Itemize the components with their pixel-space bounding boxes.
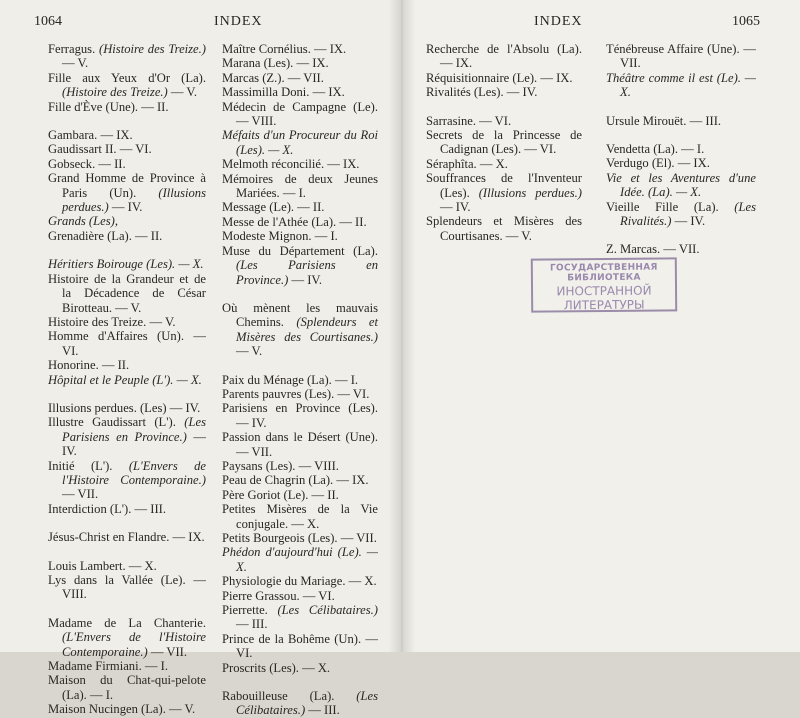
entry-title: Lys dans la Vallée (Le). — VIII. <box>48 573 206 602</box>
entry-title: Recherche de l'Absolu (La). — IX. <box>426 42 582 71</box>
index-entry <box>222 574 378 588</box>
index-entry <box>48 272 206 315</box>
entry-gap <box>48 545 206 559</box>
entry-title: Illustre Gaudissart (L'). <box>48 415 176 430</box>
index-column <box>222 42 378 718</box>
index-entry <box>222 373 378 387</box>
index-entry <box>222 589 378 603</box>
entry-gap <box>606 100 756 114</box>
index-entry <box>222 301 378 359</box>
right-page <box>402 0 800 652</box>
entry-gap <box>48 243 206 257</box>
entry-volume: — V. <box>236 344 263 359</box>
entry-volume: — III. <box>305 703 340 718</box>
index-entry <box>222 488 378 502</box>
index-entry <box>48 373 206 387</box>
entry-volume: — III. <box>236 617 268 632</box>
index-entry <box>48 358 206 372</box>
entry-title: Théâtre comme il est (Le). — X. <box>606 70 756 100</box>
entry-title: Paysans (Les). — VIII. <box>222 458 339 473</box>
entry-title: Médecin de Campagne (Le). — VIII. <box>222 99 378 129</box>
entry-title: Madame de La Chanterie. <box>48 615 206 630</box>
entry-reference: (Splendeurs et Misères des Courtisanes.) <box>236 315 378 344</box>
entry-gap <box>426 100 582 114</box>
index-entry <box>606 42 756 71</box>
entry-title: Vendetta (La). — I. <box>606 142 705 157</box>
index-entry <box>222 71 378 85</box>
entry-volume: — IV. <box>108 200 143 215</box>
running-head: INDEX <box>214 14 263 29</box>
entry-title: Prince de la Bohême (Un). — VI. <box>222 631 378 661</box>
entry-gap <box>48 387 206 401</box>
entry-title: Marana (Les). — IX. <box>222 56 329 71</box>
entry-title: Verdugo (El). — IX. <box>606 156 710 171</box>
entry-title: Phédon d'aujourd'hui (Le). — X. <box>222 545 378 574</box>
entry-title: Secrets de la Princesse de Cadignan (Les). — VI. <box>426 128 582 157</box>
book-gutter-shadow <box>388 0 416 652</box>
entry-title: Gobseck. — II. <box>48 156 126 171</box>
entry-gap <box>606 128 756 142</box>
index-entry <box>222 157 378 171</box>
entry-title: Messe de l'Athée (La). — II. <box>222 214 367 229</box>
index-entry <box>606 242 756 256</box>
index-entry <box>426 171 582 214</box>
index-entry <box>222 545 378 574</box>
library-stamp <box>531 257 677 312</box>
entry-title: Vie et les Aventures d'une Idée. (La). — X. <box>606 170 756 200</box>
index-entry <box>48 530 206 544</box>
entry-title: Maison du Chat-qui-pelote (La). — I. <box>48 673 206 702</box>
entry-title: Louis Lambert. — X. <box>48 558 157 573</box>
index-entry <box>222 603 378 632</box>
entry-volume: — VII. <box>62 487 99 502</box>
entry-volume: — VII. <box>147 644 187 659</box>
index-entry <box>48 100 206 114</box>
entry-title: Splendeurs et Misères des Courtisanes. — V. <box>426 214 582 243</box>
entry-title: Sarrasine. — VI. <box>426 113 512 128</box>
index-entry <box>222 56 378 70</box>
entry-title: Petits Bourgeois (Les). — VII. <box>222 531 377 545</box>
index-entry <box>222 244 378 287</box>
entry-title: Pierre Grassou. — VI. <box>222 588 335 603</box>
index-entry <box>426 114 582 128</box>
entry-title: Grands (Les), <box>48 214 118 229</box>
entry-title: Vieille Fille (La). <box>606 199 719 214</box>
index-entry <box>48 315 206 329</box>
stamp-line: ГОСУДАРСТВЕННАЯ БИБЛИОТЕКА <box>549 262 658 284</box>
entry-title: Physiologie du Mariage. — X. <box>222 574 377 589</box>
entry-reference: (Les Parisiens en Province.) <box>236 258 378 287</box>
entry-title: Passion dans le Désert (Une). — VII. <box>222 430 378 459</box>
index-entry <box>48 214 206 228</box>
entry-title: Petites Misères de la Vie conjugale. — X. <box>222 502 378 531</box>
index-entry <box>222 459 378 473</box>
entry-reference: (Illusions perdues.) <box>478 185 582 200</box>
entry-title: Méfaits d'un Procureur du Roi (Les). — X. <box>222 128 378 157</box>
entry-title: Peau de Chagrin (La). — IX. <box>222 473 369 488</box>
index-entry <box>48 401 206 415</box>
entry-reference: (Les Célibataires.) <box>277 603 378 618</box>
index-entry <box>48 257 206 271</box>
page-number: 1064 <box>34 14 62 29</box>
stamp-line: ИНОСТРАННОЙ <box>556 283 652 299</box>
entry-title: Modeste Mignon. — I. <box>222 229 338 244</box>
index-entry <box>222 689 378 718</box>
entry-reference: (Les Parisiens en Province.) <box>62 415 206 444</box>
index-entry <box>426 157 582 171</box>
index-entry <box>606 71 756 100</box>
index-entry <box>222 42 378 56</box>
entry-title: Madame Firmiani. — I. <box>48 659 168 674</box>
entry-gap <box>48 516 206 530</box>
index-entry <box>222 401 378 430</box>
entry-title: Fille aux Yeux d'Or (La). <box>48 70 206 85</box>
index-column <box>426 42 582 243</box>
entry-volume: — IV. <box>671 214 706 229</box>
index-entry <box>426 85 582 99</box>
index-entry <box>222 128 378 157</box>
index-entry <box>606 114 756 128</box>
entry-volume: — IV. <box>440 200 471 215</box>
index-entry <box>222 531 378 545</box>
index-entry <box>222 632 378 661</box>
entry-title: Proscrits (Les). — X. <box>222 660 331 675</box>
index-entry <box>426 214 582 243</box>
index-entry <box>222 215 378 229</box>
entry-title: Homme d'Affaires (Un). — VI. <box>48 329 206 358</box>
entry-title: Gambara. — IX. <box>48 128 133 143</box>
index-entry <box>48 128 206 142</box>
index-entry <box>48 329 206 358</box>
index-entry <box>222 387 378 401</box>
entry-title: Ferragus. <box>48 42 96 56</box>
entry-title: Mémoires de deux Jeunes Mariées. — I. <box>222 171 378 201</box>
entry-volume: — V. <box>62 56 89 71</box>
entry-title: Muse du Département (La). <box>222 243 378 258</box>
entry-title: Ursule Mirouët. — III. <box>606 113 722 128</box>
entry-reference: (Les Célibataires.) <box>236 689 378 718</box>
entry-title: Marcas (Z.). — VII. <box>222 70 324 85</box>
index-entry <box>48 702 206 716</box>
entry-title: Père Goriot (Le). — II. <box>222 487 339 502</box>
entry-title: Maître Cornélius. — IX. <box>222 42 347 56</box>
index-entry <box>606 156 756 170</box>
entry-title: Illusions perdues. (Les) — IV. <box>48 400 201 415</box>
index-entry <box>222 100 378 129</box>
entry-title: Parisiens en Province (Les). — IV. <box>222 401 378 430</box>
entry-title: Interdiction (L'). — III. <box>48 501 167 516</box>
index-entry <box>606 142 756 156</box>
entry-title: Jésus-Christ en Flandre. — IX. <box>48 530 205 545</box>
entry-gap <box>222 287 378 301</box>
index-entry <box>222 172 378 201</box>
index-entry <box>222 502 378 531</box>
index-entry <box>48 502 206 516</box>
index-entry <box>48 616 206 659</box>
entry-title: Z. Marcas. — VII. <box>606 242 700 257</box>
running-head: INDEX <box>534 14 583 29</box>
entry-reference: (Illusions perdues.) <box>62 185 206 215</box>
index-entry <box>48 171 206 214</box>
entry-title: Histoire de la Grandeur et de la Décadence de César Birotteau. — V. <box>48 271 206 315</box>
entry-title: Histoire des Treize. — V. <box>48 314 176 329</box>
index-entry <box>48 459 206 502</box>
entry-title: Pierrette. <box>222 603 268 618</box>
entry-title: Rivalités (Les). — IV. <box>426 85 538 100</box>
index-entry <box>426 71 582 85</box>
entry-gap <box>606 228 756 242</box>
index-entry <box>426 42 582 71</box>
index-entry <box>222 430 378 459</box>
entry-reference: (L'Envers de l'Histoire Contemporaine.) <box>62 630 206 659</box>
index-entry <box>48 142 206 156</box>
entry-title: Honorine. — II. <box>48 358 130 373</box>
entry-title: Séraphîta. — X. <box>426 156 508 171</box>
entry-title: Parents pauvres (Les). — VI. <box>222 386 370 401</box>
index-column <box>606 42 756 257</box>
entry-reference: (Les Rivalités.) <box>620 199 756 229</box>
entry-title: Rabouilleuse (La). <box>222 689 335 704</box>
index-entry <box>48 673 206 702</box>
entry-gap <box>222 359 378 373</box>
entry-title: Grenadière (La). — II. <box>48 228 163 243</box>
index-entry <box>222 200 378 214</box>
index-entry <box>48 659 206 673</box>
entry-title: Message (Le). — II. <box>222 200 325 215</box>
index-entry <box>48 415 206 458</box>
entry-title: Gaudissart II. — VI. <box>48 142 152 157</box>
entry-volume: — IV. <box>288 272 323 287</box>
index-entry <box>48 42 206 71</box>
entry-gap <box>48 114 206 128</box>
index-entry <box>222 473 378 487</box>
entry-title: Initié (L'). <box>48 458 113 473</box>
entry-title: Melmoth réconcilié. — IX. <box>222 157 360 172</box>
entry-reference: (L'Envers de l'Histoire Contemporaine.) <box>62 458 206 487</box>
entry-title: Maison Nucingen (La). — V. <box>48 702 196 717</box>
index-entry <box>48 573 206 602</box>
index-entry <box>48 71 206 100</box>
entry-title: Où mènent les mauvais Chemins. <box>222 300 378 330</box>
index-entry <box>222 85 378 99</box>
entry-title: Souffrances de l'Inventeur (Les). <box>426 171 582 200</box>
entry-gap <box>48 602 206 616</box>
index-entry <box>222 229 378 243</box>
entry-title: Réquisitionnaire (Le). — IX. <box>426 70 573 85</box>
entry-title: Grand Homme de Province à Paris (Un). <box>48 171 206 200</box>
entry-title: Massimilla Doni. — IX. <box>222 85 345 100</box>
entry-title: Ténébreuse Affaire (Une). — VII. <box>606 42 756 71</box>
index-column <box>48 42 206 717</box>
index-entry <box>426 128 582 157</box>
index-entry <box>48 559 206 573</box>
index-entry <box>606 171 756 200</box>
stamp-line: ЛИТЕРАТУРЫ <box>563 297 645 313</box>
entry-volume: — V. <box>167 85 198 100</box>
index-entry <box>606 200 756 229</box>
entry-volume: — IV. <box>62 429 207 459</box>
page-number: 1065 <box>732 14 760 29</box>
entry-title: Hôpital et le Peuple (L'). — X. <box>48 372 202 387</box>
index-entry <box>48 229 206 243</box>
entry-reference: (Histoire des Treize.) <box>62 85 168 100</box>
entry-reference: (Histoire des Treize.) <box>99 42 206 56</box>
entry-title: Fille d'Ève (Une). — II. <box>48 99 169 114</box>
entry-gap <box>222 675 378 689</box>
entry-title: Héritiers Boirouge (Les). — X. <box>48 257 204 272</box>
index-entry <box>48 157 206 171</box>
index-entry <box>222 661 378 675</box>
entry-title: Paix du Ménage (La). — I. <box>222 372 359 387</box>
